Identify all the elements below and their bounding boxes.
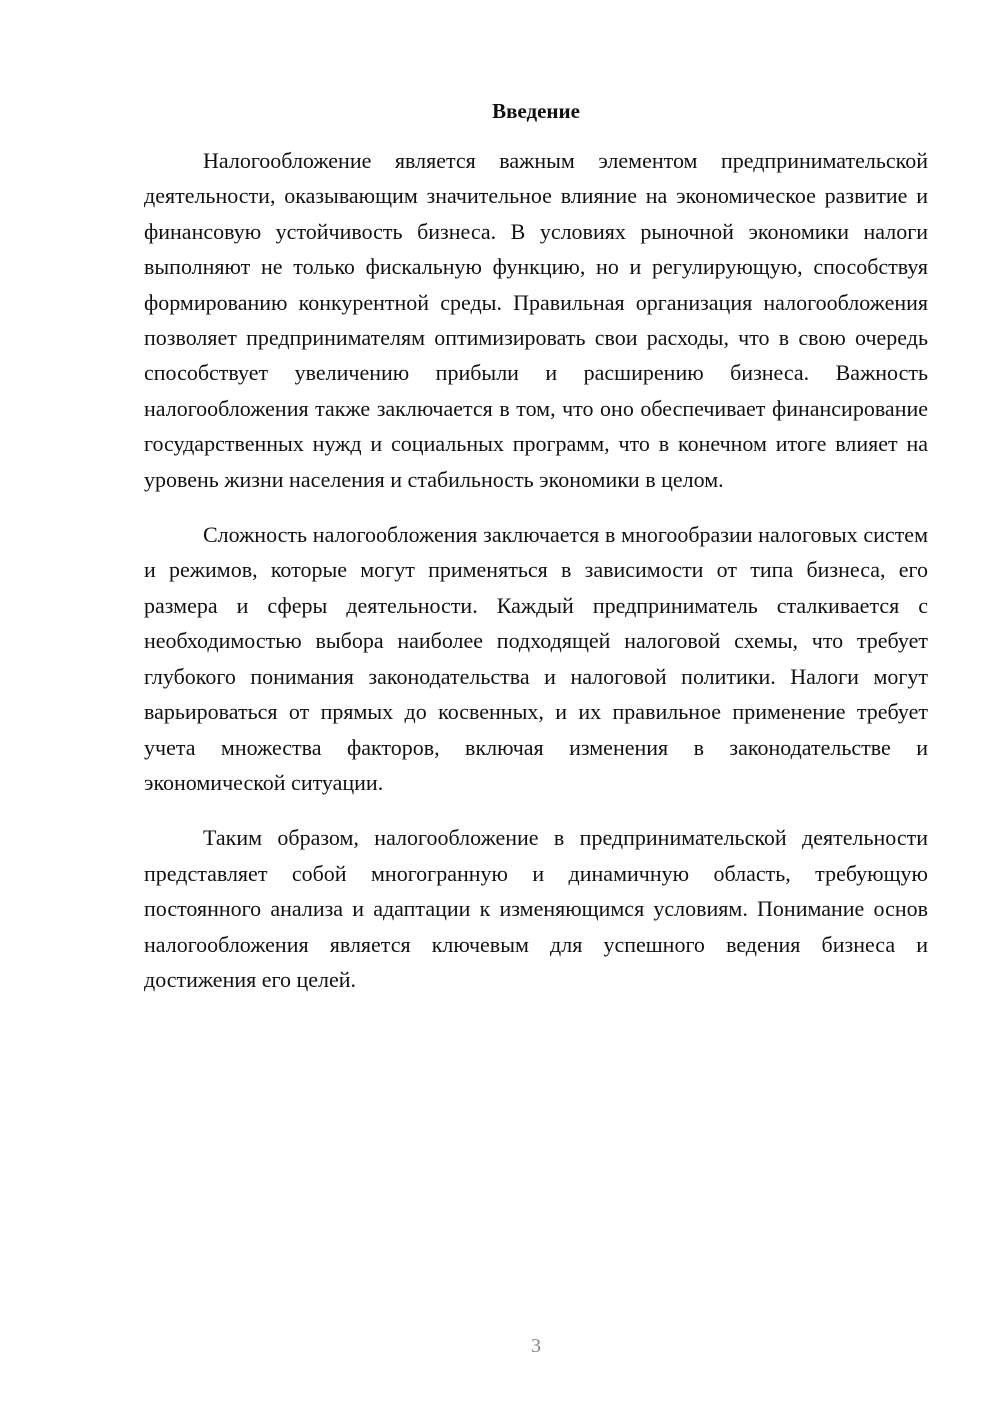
section-title: Введение (492, 99, 580, 123)
page-number: 3 (531, 1335, 541, 1357)
paragraph-2: Сложность налогообложения заключается в многообразии налоговых систем и режимов, которые могут применяться в зависимости от типа бизнеса, его размера и сферы деятельности. Каждый предприниматель сталкивается с необходимостью выбора наиболее подходящей налоговой схемы, что требует глубокого понимания законодательства и налоговой политики. Налоги могут варьироваться от прямых до косвенных, и их правильное применение требует учета множества факторов, включая изменения в законодательстве и экономической ситуации. (144, 522, 928, 795)
paragraph-3: Таким образом, налогообложение в предпринимательской деятельности представляет собой многогранную и динамичную область, требующую постоянного анализа и адаптации к изменяющимся условиям. Понимание основ налогообложения является ключевым для успешного ведения бизнеса и достижения его целей. (144, 825, 928, 992)
body-text (144, 143, 928, 1017)
paragraph-1: Налогообложение является важным элементом предпринимательской деятельности, оказывающим значительное влияние на экономическое развитие и финансовую устойчивость бизнеса. В условиях рыночной экономики налоги выполняют не только фискальную функцию, но и регулирующую, способствуя формированию конкурентной среды. Правильная организация налогообложения позволяет предпринимателям оптимизировать свои расходы, что в свою очередь способствует увеличению прибыли и расширению бизнеса. Важность налогообложения также заключается в том, что оно обеспечивает финансирование государственных нужд и социальных программ, что в конечном итоге влияет на уровень жизни населения и стабильность экономики в целом. (144, 148, 928, 492)
